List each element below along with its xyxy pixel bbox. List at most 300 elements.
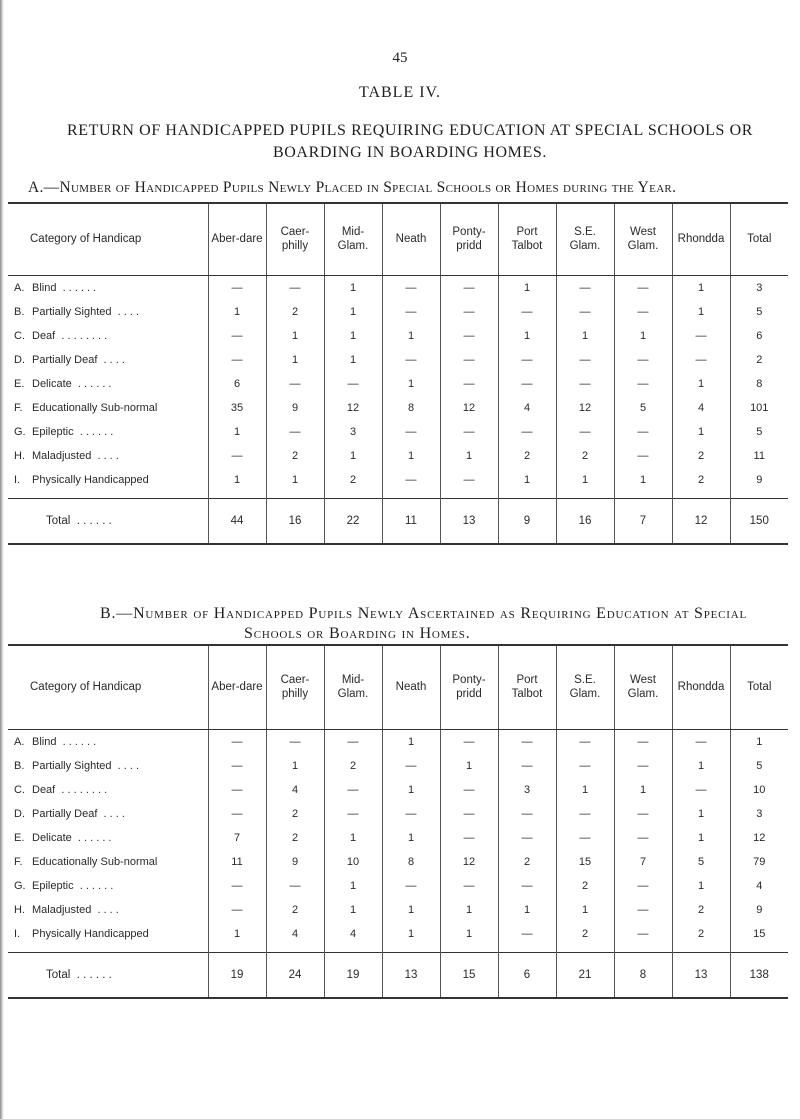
value-cell: — — [556, 826, 614, 850]
value-cell: 5 — [730, 754, 788, 778]
category-letter: G. — [14, 879, 26, 892]
value-cell: 1 — [324, 444, 382, 468]
value-cell: — — [382, 275, 440, 300]
value-cell: — — [556, 729, 614, 754]
column-header: Port Talbot — [498, 645, 556, 729]
category-label: Educationally Sub-normal — [32, 401, 158, 414]
value-cell: — — [440, 300, 498, 324]
category-cell — [8, 324, 208, 348]
value-cell: 1 — [614, 468, 672, 499]
value-cell: 11 — [730, 444, 788, 468]
value-cell: — — [498, 802, 556, 826]
value-cell: 5 — [614, 396, 672, 420]
table-row — [8, 300, 788, 324]
value-cell: — — [498, 420, 556, 444]
column-header: Caer-philly — [266, 203, 324, 275]
value-cell: — — [266, 729, 324, 754]
page-number: 45 — [392, 50, 408, 66]
value-cell: 3 — [498, 778, 556, 802]
value-cell: — — [614, 348, 672, 372]
category-dots: . . . . . . — [79, 879, 114, 892]
value-cell: — — [498, 372, 556, 396]
value-cell: — — [208, 444, 266, 468]
total-value-cell: 22 — [324, 498, 382, 544]
category-cell — [8, 802, 208, 826]
value-cell: — — [440, 372, 498, 396]
value-cell: 1 — [672, 300, 730, 324]
category-dots: . . . . . . — [62, 735, 97, 748]
value-cell: 2 — [556, 874, 614, 898]
value-cell: — — [672, 324, 730, 348]
value-cell: 2 — [266, 826, 324, 850]
category-letter: E. — [14, 831, 25, 844]
value-cell: 1 — [324, 275, 382, 300]
value-cell: 1 — [382, 444, 440, 468]
category-dots: . . . . . . . . — [61, 329, 108, 342]
category-letter: A. — [14, 735, 25, 748]
section-a-table-header — [8, 203, 788, 275]
category-label: Deaf — [32, 329, 56, 342]
total-value-cell: 19 — [324, 952, 382, 998]
total-value-cell: 44 — [208, 498, 266, 544]
value-cell: 1 — [208, 420, 266, 444]
category-label: Physically Handicapped — [32, 927, 149, 940]
category-label: Delicate — [32, 377, 72, 390]
category-cell — [8, 372, 208, 396]
total-label-cell — [8, 498, 208, 544]
value-cell: — — [614, 372, 672, 396]
value-cell: 9 — [730, 898, 788, 922]
value-cell: 12 — [556, 396, 614, 420]
value-cell: 1 — [382, 729, 440, 754]
value-cell: 8 — [382, 850, 440, 874]
category-cell — [8, 420, 208, 444]
category-label: Educationally Sub-normal — [32, 855, 158, 868]
value-cell: 1 — [208, 468, 266, 499]
category-cell — [8, 778, 208, 802]
value-cell: 1 — [440, 444, 498, 468]
category-label: Blind — [32, 735, 57, 748]
value-cell: 5 — [730, 420, 788, 444]
value-cell: — — [556, 754, 614, 778]
value-cell: 1 — [440, 898, 498, 922]
value-cell: — — [440, 275, 498, 300]
value-cell: — — [266, 874, 324, 898]
value-cell: 1 — [208, 922, 266, 953]
value-cell: — — [440, 778, 498, 802]
value-cell: 12 — [440, 396, 498, 420]
value-cell: 10 — [730, 778, 788, 802]
value-cell: — — [440, 874, 498, 898]
category-cell — [8, 826, 208, 850]
total-value-cell: 16 — [556, 498, 614, 544]
category-letter: G. — [14, 425, 26, 438]
value-cell: 2 — [266, 300, 324, 324]
value-cell: — — [498, 754, 556, 778]
category-letter: I. — [14, 473, 21, 486]
value-cell: 1 — [266, 468, 324, 499]
column-header: West Glam. — [614, 645, 672, 729]
value-cell: — — [382, 348, 440, 372]
value-cell: — — [208, 729, 266, 754]
value-cell: 2 — [266, 898, 324, 922]
value-cell: 15 — [730, 922, 788, 953]
category-label: Maladjusted — [32, 903, 92, 916]
category-cell — [8, 874, 208, 898]
category-dots: . . . . . . . . — [61, 783, 108, 796]
column-header: Ponty-pridd — [440, 203, 498, 275]
value-cell: 1 — [672, 372, 730, 396]
total-value-cell: 19 — [208, 952, 266, 998]
value-cell: 1 — [382, 778, 440, 802]
value-cell: — — [266, 420, 324, 444]
table-row — [8, 420, 788, 444]
column-header: Aber-dare — [208, 203, 266, 275]
value-cell: 1 — [382, 324, 440, 348]
value-cell: — — [498, 348, 556, 372]
category-cell — [8, 729, 208, 754]
value-cell: — — [556, 802, 614, 826]
category-label: Partially Deaf — [32, 353, 98, 366]
category-letter: D. — [14, 353, 25, 366]
value-cell: — — [498, 922, 556, 953]
value-cell: 12 — [730, 826, 788, 850]
value-cell: 1 — [324, 874, 382, 898]
value-cell: — — [614, 420, 672, 444]
section-b-table-footer — [8, 952, 788, 998]
value-cell: — — [382, 874, 440, 898]
value-cell: — — [440, 729, 498, 754]
category-label: Epileptic — [32, 879, 74, 892]
table-row — [8, 898, 788, 922]
table-row — [8, 468, 788, 499]
value-cell: 9 — [266, 396, 324, 420]
value-cell: 1 — [382, 922, 440, 953]
value-cell: 2 — [672, 468, 730, 499]
value-cell: 2 — [498, 850, 556, 874]
value-cell: — — [208, 898, 266, 922]
section-a-table-body — [8, 275, 788, 498]
value-cell: — — [614, 729, 672, 754]
value-cell: — — [324, 729, 382, 754]
category-cell — [8, 348, 208, 372]
total-label-cell — [8, 952, 208, 998]
value-cell: 7 — [208, 826, 266, 850]
value-cell: 1 — [672, 826, 730, 850]
value-cell: 3 — [730, 802, 788, 826]
category-letter: E. — [14, 377, 25, 390]
value-cell: 1 — [324, 324, 382, 348]
category-letter: H. — [14, 449, 25, 462]
total-value-cell: 6 — [498, 952, 556, 998]
value-cell: — — [614, 874, 672, 898]
value-cell: 1 — [266, 348, 324, 372]
category-label: Physically Handicapped — [32, 473, 149, 486]
table-row — [8, 754, 788, 778]
value-cell: — — [266, 275, 324, 300]
value-cell: 2 — [672, 444, 730, 468]
category-dots: . . . . — [103, 353, 125, 366]
value-cell: 9 — [730, 468, 788, 499]
value-cell: 2 — [556, 444, 614, 468]
value-cell: 2 — [498, 444, 556, 468]
table-title: TABLE IV. — [358, 84, 442, 101]
category-dots: . . . . — [97, 449, 119, 462]
category-letter: F. — [14, 401, 23, 414]
value-cell: 7 — [614, 850, 672, 874]
category-cell — [8, 396, 208, 420]
table-row — [8, 348, 788, 372]
category-cell — [8, 468, 208, 499]
value-cell: 2 — [324, 468, 382, 499]
value-cell: 1 — [440, 754, 498, 778]
value-cell: 4 — [730, 874, 788, 898]
value-cell: 2 — [672, 898, 730, 922]
value-cell: — — [208, 348, 266, 372]
value-cell: 1 — [498, 898, 556, 922]
value-cell: — — [266, 372, 324, 396]
column-header: Neath — [382, 645, 440, 729]
total-value-cell: 13 — [672, 952, 730, 998]
category-label: Delicate — [32, 831, 72, 844]
table-row — [8, 324, 788, 348]
category-label: Partially Sighted — [32, 305, 112, 318]
total-value-cell: 11 — [382, 498, 440, 544]
value-cell: — — [382, 754, 440, 778]
column-header: Caer-philly — [266, 645, 324, 729]
value-cell: 2 — [556, 922, 614, 953]
value-cell: 1 — [556, 468, 614, 499]
value-cell: 79 — [730, 850, 788, 874]
category-cell — [8, 922, 208, 953]
category-cell — [8, 275, 208, 300]
value-cell: 11 — [208, 850, 266, 874]
value-cell: 1 — [266, 324, 324, 348]
category-letter: B. — [14, 305, 25, 318]
category-letter: I. — [14, 927, 21, 940]
category-cell — [8, 850, 208, 874]
value-cell: 3 — [730, 275, 788, 300]
value-cell: 2 — [730, 348, 788, 372]
category-cell — [8, 444, 208, 468]
table-row — [8, 922, 788, 953]
total-value-cell: 24 — [266, 952, 324, 998]
category-letter: C. — [14, 783, 25, 796]
total-value-cell: 150 — [730, 498, 788, 544]
value-cell: 4 — [266, 778, 324, 802]
value-cell: — — [672, 729, 730, 754]
category-letter: B. — [14, 759, 25, 772]
category-dots: . . . . . . — [77, 831, 112, 844]
column-header: Mid-Glam. — [324, 645, 382, 729]
value-cell: 8 — [382, 396, 440, 420]
value-cell: 6 — [730, 324, 788, 348]
value-cell: 1 — [730, 729, 788, 754]
value-cell: — — [440, 324, 498, 348]
total-value-cell: 15 — [440, 952, 498, 998]
value-cell: 2 — [266, 802, 324, 826]
value-cell: 4 — [266, 922, 324, 953]
total-value-cell: 16 — [266, 498, 324, 544]
table-row — [8, 802, 788, 826]
value-cell: 1 — [324, 300, 382, 324]
value-cell: — — [208, 754, 266, 778]
column-header: West Glam. — [614, 203, 672, 275]
value-cell: — — [208, 324, 266, 348]
value-cell: — — [440, 420, 498, 444]
total-dots: . . . . . . — [76, 514, 112, 527]
value-cell: 1 — [672, 420, 730, 444]
value-cell: 10 — [324, 850, 382, 874]
category-dots: . . . . — [117, 759, 140, 772]
section-b-table-body — [8, 729, 788, 952]
category-label: Blind — [32, 281, 57, 294]
category-dots: . . . . . . — [77, 377, 112, 390]
value-cell: 9 — [266, 850, 324, 874]
value-cell: — — [440, 468, 498, 499]
category-letter: A. — [14, 281, 25, 294]
category-dots: . . . . . . — [62, 281, 97, 294]
value-cell: 1 — [556, 898, 614, 922]
total-value-cell: 13 — [382, 952, 440, 998]
category-cell — [8, 300, 208, 324]
value-cell: — — [614, 300, 672, 324]
column-header: Rhondda — [672, 203, 730, 275]
value-cell: — — [208, 275, 266, 300]
value-cell: 101 — [730, 396, 788, 420]
main-title-line-2: BOARDING IN BOARDING HOMES. — [273, 144, 547, 161]
value-cell: 1 — [498, 468, 556, 499]
value-cell: 5 — [672, 850, 730, 874]
column-header: Neath — [382, 203, 440, 275]
value-cell: 1 — [614, 324, 672, 348]
value-cell: 1 — [556, 324, 614, 348]
section-a-heading: A.—Number of Handicapped Pupils Newly Placed in Special Schools or Homes during the Year. — [28, 179, 677, 196]
value-cell: 6 — [208, 372, 266, 396]
total-value-cell: 8 — [614, 952, 672, 998]
value-cell: 1 — [672, 874, 730, 898]
value-cell: — — [382, 300, 440, 324]
value-cell: — — [556, 300, 614, 324]
value-cell: — — [208, 778, 266, 802]
column-header: Total — [730, 203, 788, 275]
value-cell: 1 — [266, 754, 324, 778]
category-dots: . . . . — [97, 903, 119, 916]
section-b-heading — [100, 604, 790, 644]
value-cell: — — [324, 372, 382, 396]
value-cell: — — [672, 348, 730, 372]
value-cell: 3 — [324, 420, 382, 444]
value-cell: 1 — [324, 826, 382, 850]
category-cell — [8, 898, 208, 922]
value-cell: 1 — [556, 778, 614, 802]
value-cell: — — [208, 874, 266, 898]
value-cell: — — [498, 300, 556, 324]
value-cell: 5 — [730, 300, 788, 324]
value-cell: 1 — [672, 275, 730, 300]
section-b-table — [8, 644, 788, 999]
value-cell: 12 — [324, 396, 382, 420]
total-value-cell: 13 — [440, 498, 498, 544]
table-row — [8, 826, 788, 850]
value-cell: 35 — [208, 396, 266, 420]
value-cell: — — [498, 874, 556, 898]
value-cell: 15 — [556, 850, 614, 874]
value-cell: 4 — [498, 396, 556, 420]
value-cell: 1 — [382, 372, 440, 396]
value-cell: — — [614, 754, 672, 778]
total-dots: . . . . . . — [76, 968, 112, 981]
column-header: Aber-dare — [208, 645, 266, 729]
value-cell: 1 — [324, 898, 382, 922]
value-cell: — — [440, 826, 498, 850]
value-cell: 1 — [498, 324, 556, 348]
value-cell: — — [382, 420, 440, 444]
total-label: Total — [46, 514, 71, 527]
table-row — [8, 778, 788, 802]
value-cell: — — [556, 348, 614, 372]
category-dots: . . . . — [103, 807, 125, 820]
category-letter: F. — [14, 855, 23, 868]
table-row — [8, 729, 788, 754]
category-letter: D. — [14, 807, 25, 820]
value-cell: — — [440, 802, 498, 826]
value-cell: — — [498, 826, 556, 850]
value-cell: — — [614, 826, 672, 850]
value-cell: — — [556, 275, 614, 300]
value-cell: 4 — [672, 396, 730, 420]
category-label: Deaf — [32, 783, 56, 796]
value-cell: — — [614, 275, 672, 300]
category-letter: H. — [14, 903, 25, 916]
value-cell: 4 — [324, 922, 382, 953]
value-cell: — — [440, 348, 498, 372]
value-cell: — — [556, 420, 614, 444]
column-header: Total — [730, 645, 788, 729]
value-cell: 1 — [614, 778, 672, 802]
table-row — [8, 275, 788, 300]
total-value-cell: 138 — [730, 952, 788, 998]
total-value-cell: 12 — [672, 498, 730, 544]
value-cell: 2 — [672, 922, 730, 953]
value-cell: — — [614, 802, 672, 826]
value-cell: 1 — [382, 898, 440, 922]
value-cell: 1 — [498, 275, 556, 300]
section-b-heading-line-1: B.—Number of Handicapped Pupils Newly Ascertained as Requiring Education at Special — [100, 605, 748, 622]
category-label: Epileptic — [32, 425, 74, 438]
value-cell: — — [382, 802, 440, 826]
section-a-table-footer — [8, 498, 788, 544]
value-cell: — — [208, 802, 266, 826]
main-title — [30, 120, 790, 164]
value-cell: — — [556, 372, 614, 396]
column-header: S.E. Glam. — [556, 645, 614, 729]
column-header: Ponty-pridd — [440, 645, 498, 729]
value-cell: — — [614, 444, 672, 468]
value-cell: 1 — [324, 348, 382, 372]
total-value-cell: 21 — [556, 952, 614, 998]
page-edge-shadow — [0, 0, 4, 1119]
value-cell: — — [672, 778, 730, 802]
total-label: Total — [46, 968, 71, 981]
section-b-heading-line-2: Schools or Boarding in Homes. — [244, 625, 471, 642]
column-header: Rhondda — [672, 645, 730, 729]
value-cell: 8 — [730, 372, 788, 396]
value-cell: — — [498, 729, 556, 754]
column-header-category: Category of Handicap — [8, 203, 208, 275]
category-label: Maladjusted — [32, 449, 92, 462]
value-cell: — — [324, 778, 382, 802]
